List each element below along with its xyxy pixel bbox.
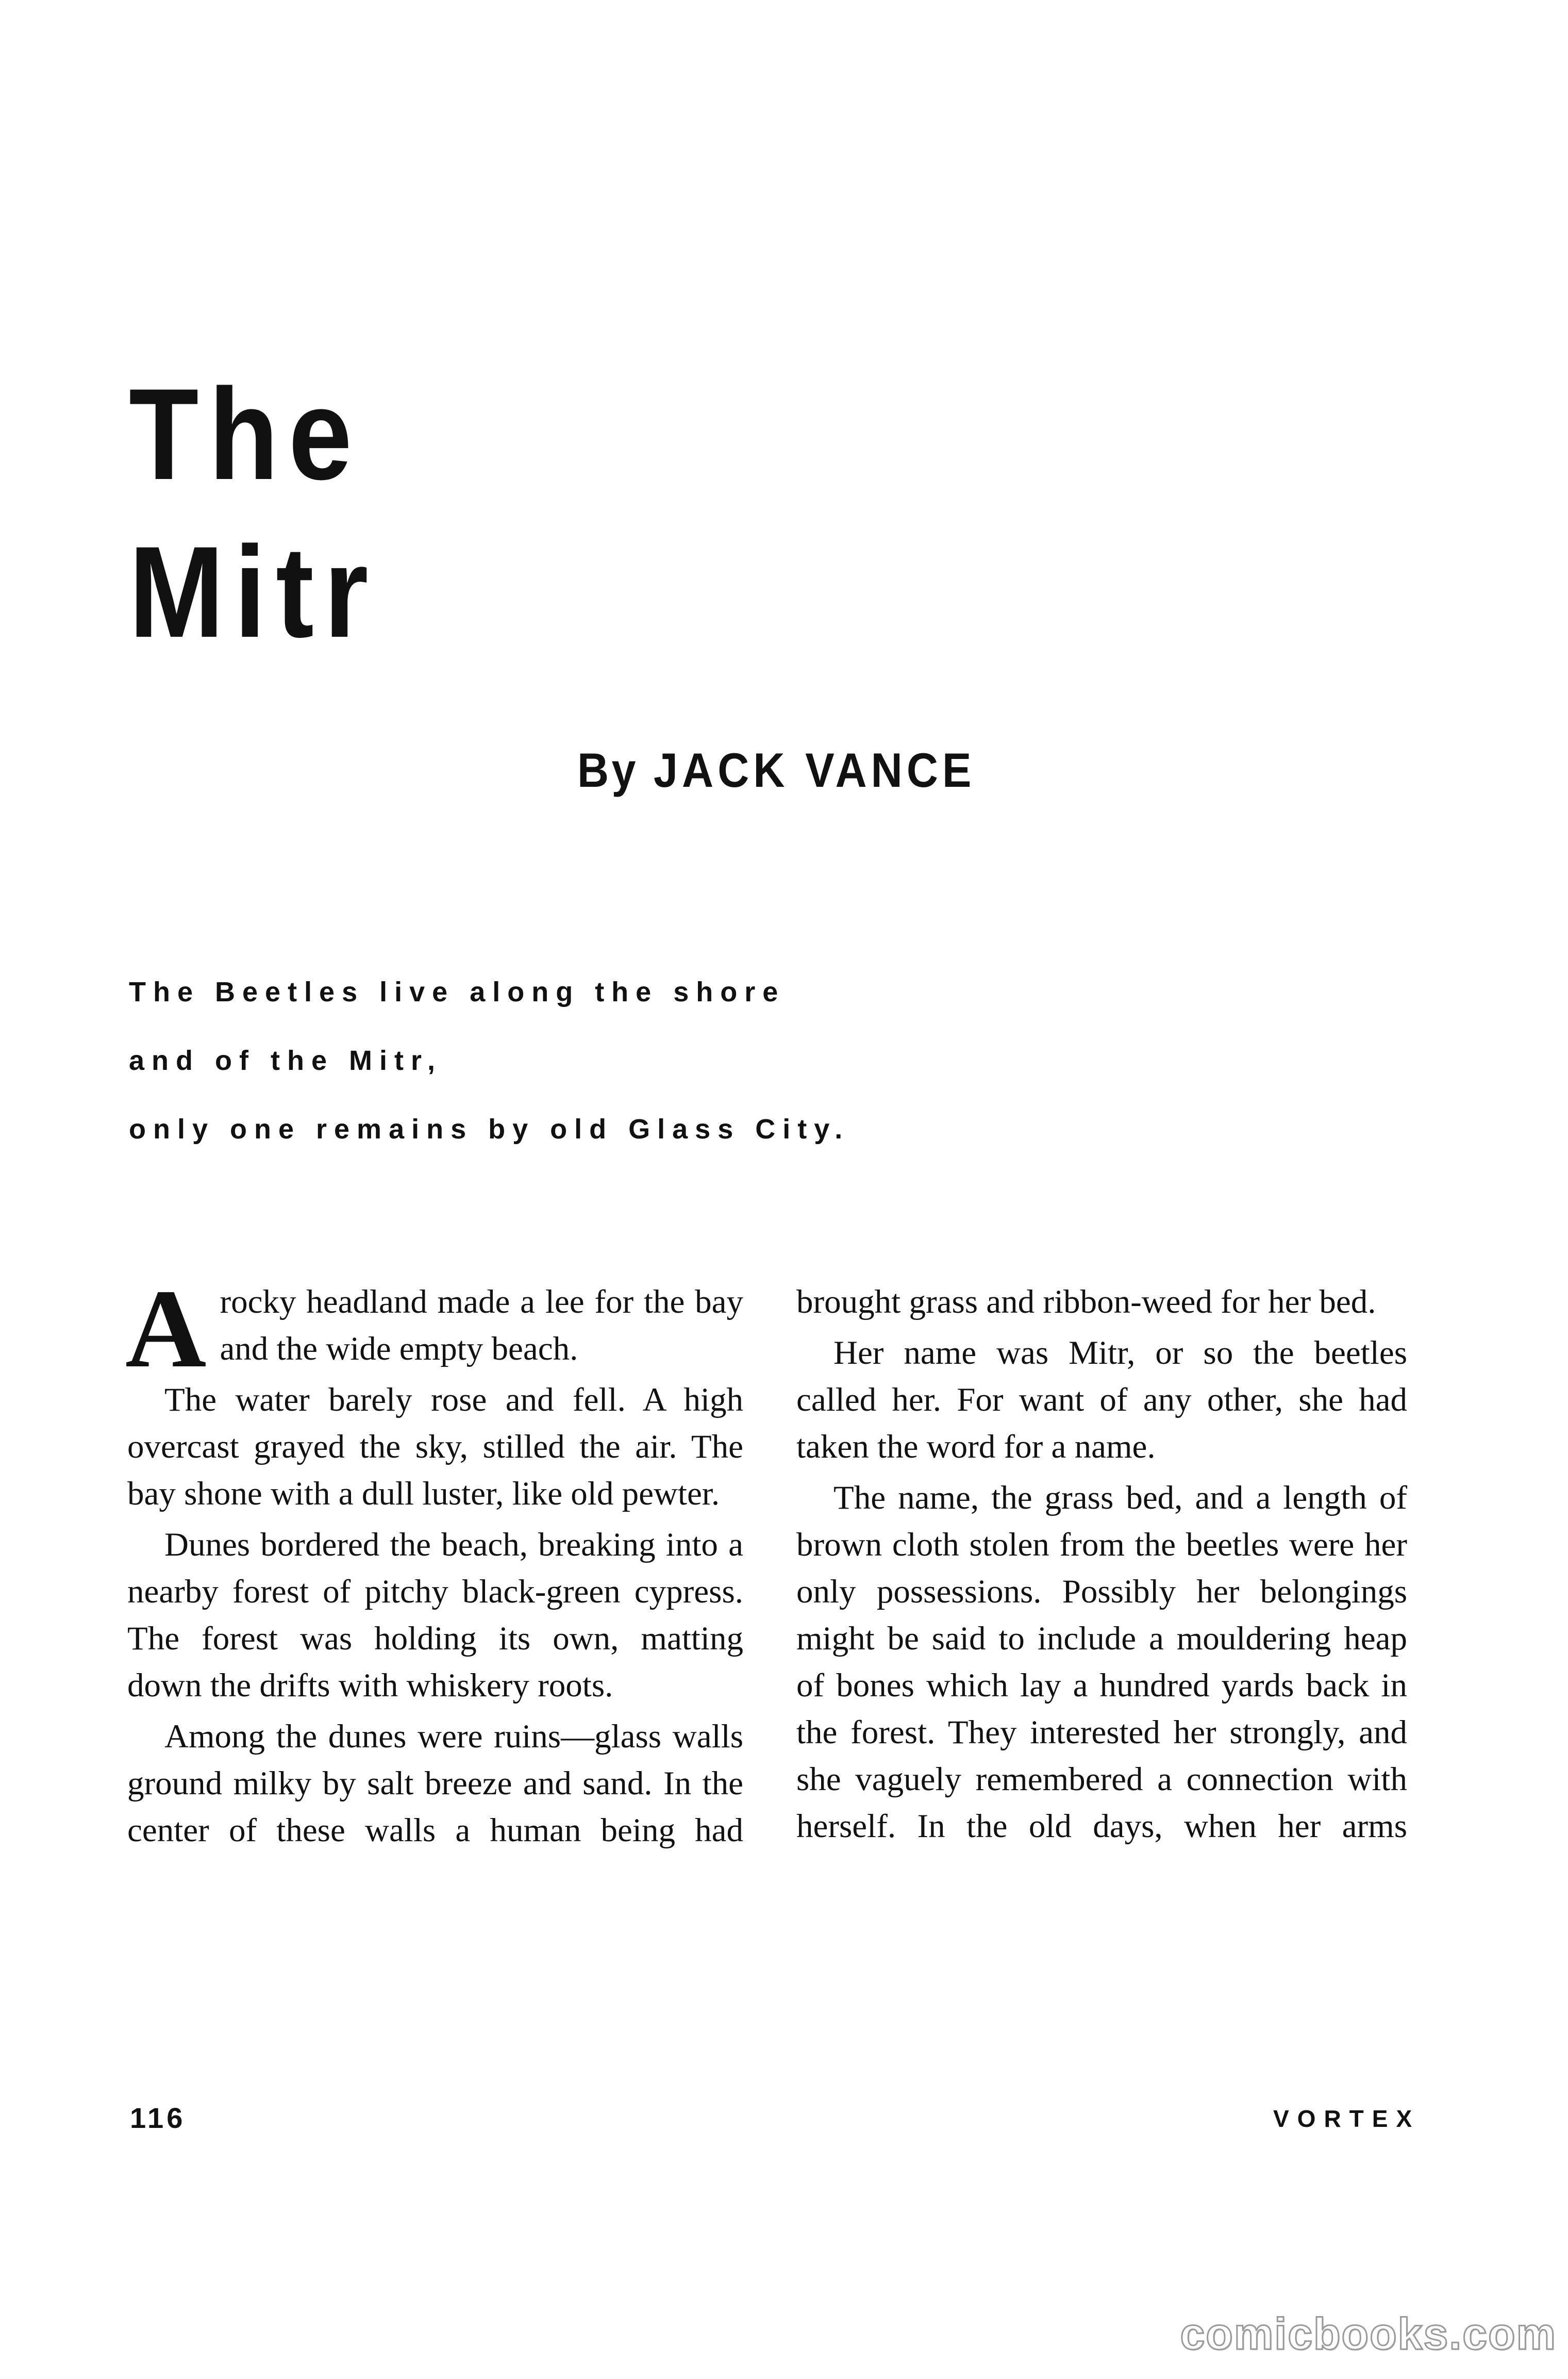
paragraph: Dunes bordered the beach, breaking into a nearby forest of pitchy black-green cypress. The forest was holding its own, matting down the drifts with whiskery roots. <box>127 1526 743 1704</box>
body-column-left <box>125 1267 743 1858</box>
paragraph-text: rocky headland made a lee for the bay and the wide empty beach. <box>220 1283 743 1367</box>
page-number: 116 <box>130 2102 186 2134</box>
title-line-2: Mitr <box>129 520 378 665</box>
story-blurb <box>129 958 849 1164</box>
blurb-line-1: The Beetles live along the shore <box>129 977 786 1007</box>
paragraph: The water barely rose and fell. A high overcast grayed the sky, stilled the air. The bay shone with a dull luster, like old pewter. <box>127 1381 743 1512</box>
byline-prefix: By <box>577 743 639 797</box>
paragraph: brought grass and ribbon-weed for her bed. <box>796 1283 1376 1320</box>
story-title <box>129 356 378 671</box>
author-name: JACK VANCE <box>653 743 976 797</box>
blurb-line-3: only one remains by old Glass City. <box>129 1114 850 1145</box>
blurb-line-2: and of the Mitr, <box>129 1045 442 1076</box>
magazine-name: VORTEX <box>1273 2105 1421 2132</box>
body-column-right <box>796 1279 1407 1854</box>
byline <box>577 742 976 798</box>
paragraph: The name, the grass bed, and a length of brown cloth stolen from the beetles were her only possessions. Possibly her belongings might be said to include a mouldering heap of bones which lay a hundred yards back in the forest. They interested her strongly, and she vaguely remembered a connection with herself. In the old days, when her arms <box>796 1479 1407 1845</box>
paragraph: Her name was Mitr, or so the beetles called her. For want of any other, she had taken the word for a name. <box>796 1334 1407 1465</box>
drop-cap: A <box>125 1267 207 1391</box>
paragraph: Among the dunes were ruins—glass walls ground milky by salt breeze and sand. In the center of these walls a human being had <box>127 1718 743 1849</box>
watermark-logo: comicbooks.com <box>1180 2309 1557 2359</box>
title-line-1: The <box>129 362 362 507</box>
paragraph <box>125 1267 743 1391</box>
